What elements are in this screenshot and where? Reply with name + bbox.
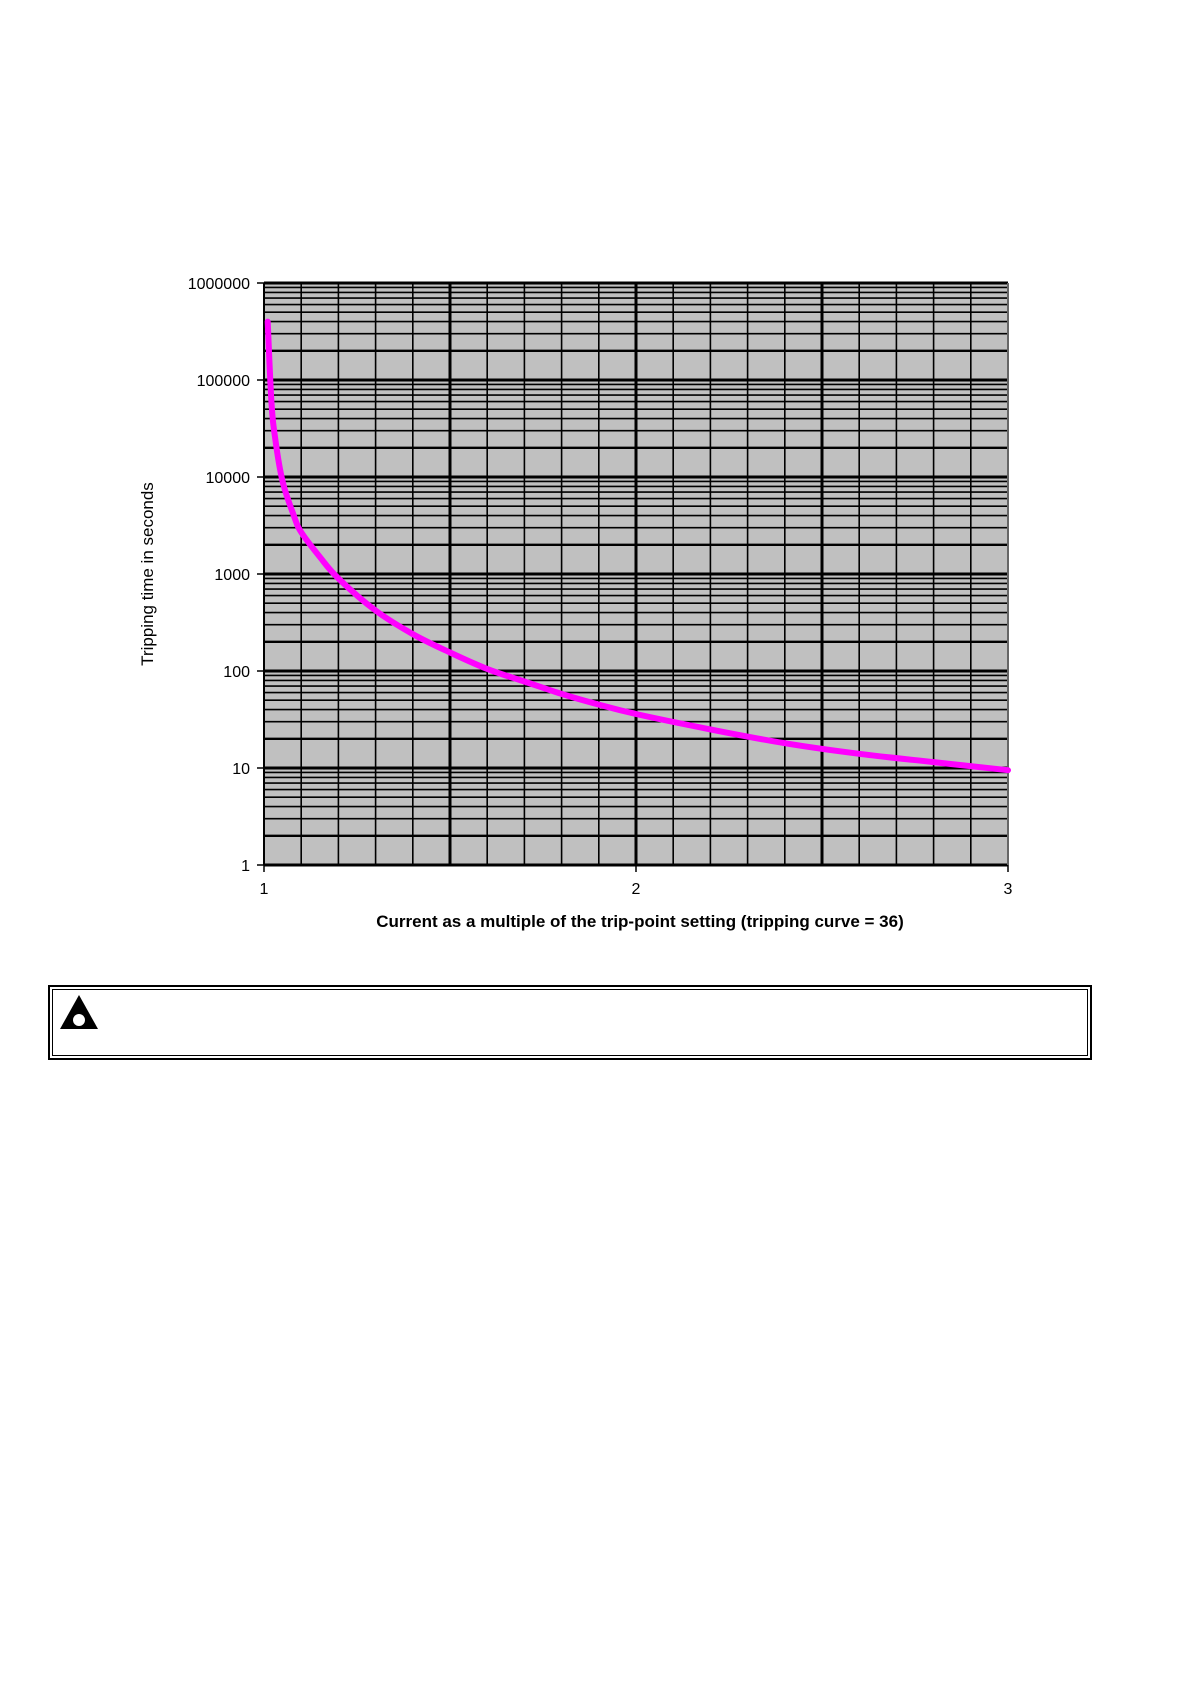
x-tick-label: 1 <box>259 881 269 898</box>
x-axis-title: Current as a multiple of the trip-point setting (tripping curve = 36) <box>376 912 904 931</box>
y-axis-title: Tripping time in seconds <box>138 482 157 666</box>
y-tick-label: 10 <box>232 761 250 778</box>
y-tick-label: 100 <box>223 664 250 681</box>
note-box <box>48 985 1092 1060</box>
x-tick-label: 3 <box>1003 881 1013 898</box>
y-tick-label: 1000000 <box>187 276 250 293</box>
warning-triangle-icon <box>58 993 100 1031</box>
y-tick-label: 1 <box>241 858 250 875</box>
grid <box>264 283 1008 865</box>
y-tick-label: 100000 <box>196 373 250 390</box>
x-tick-label: 2 <box>631 881 641 898</box>
y-tick-label: 10000 <box>205 470 250 487</box>
y-tick-label: 1000 <box>214 567 250 584</box>
